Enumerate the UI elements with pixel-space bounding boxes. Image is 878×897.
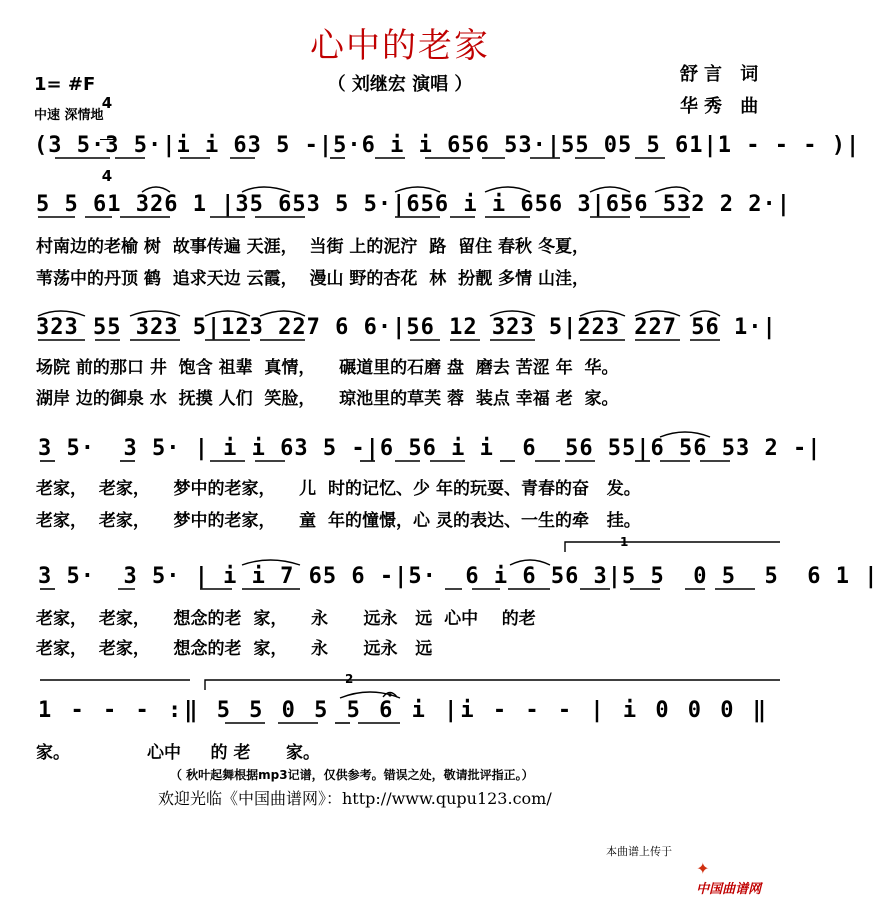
- singer-credit: （ 刘继宏 演唱 ）: [327, 74, 473, 95]
- lyric-line: 家。 心中 的 老 家。: [36, 743, 320, 763]
- notation-system-5: 3 5· 3 5· | i i 7 65 6 -|5· 6 i 6 56 3|5 5 0 5 5 6 1 |: [38, 564, 878, 589]
- lyric-line: 湖岸 边的御泉 水 抚摸 人们 笑脸， 琼池里的草芙 蓉 装点 幸福 老 家。: [36, 389, 619, 409]
- lyric-line: 苇荡中的丹顶 鹤 追求天边 云霞， 漫山 野的杏花 林 扮靓 多情 山洼，: [36, 269, 589, 289]
- brand-logo[interactable]: [686, 840, 761, 897]
- lyricist-credit: 舒言 词: [680, 64, 765, 85]
- tempo-marking: 中速 深情地: [34, 108, 104, 123]
- welcome-link[interactable]: 欢迎光临《中国曲谱网》：http://www.qupu123.com/: [158, 789, 552, 808]
- lyric-line: 老家， 老家， 想念的老 家， 永 远永 远 心中 的老: [36, 609, 536, 629]
- upload-note: 本曲谱上传于: [606, 845, 672, 858]
- key-signature: 1= #F: [34, 74, 96, 95]
- time-sig-bottom: 4: [101, 167, 113, 185]
- lyric-line: 场院 前的那口 井 饱含 祖辈 真情， 碾道里的石磨 盘 磨去 苦涩 年 华。: [36, 358, 619, 378]
- lyric-line: 老家， 老家， 梦中的老家， 儿 时的记忆、少 年的玩耍、青春的奋 发。: [36, 479, 641, 499]
- time-sig-top: 4: [101, 94, 113, 112]
- volta-second-number: 2: [345, 672, 354, 686]
- lyric-line: 村南边的老榆 树 故事传遍 天涯， 当街 上的泥泞 路 留住 春秋 冬夏，: [36, 237, 589, 257]
- song-title: 心中的老家: [310, 26, 490, 66]
- composer-credit: 华秀 曲: [680, 96, 765, 117]
- flame-icon: ✦: [696, 859, 710, 878]
- notation-system-1: (3 5·3 5·|i i 63 5 -|5·6 i i 656 53·|55 05 5 61|1 - - - )|: [34, 133, 861, 158]
- transcription-note: （ 秋叶起舞根据mp3记谱，仅供参考。错误之处，敬请批评指正。）: [170, 768, 534, 782]
- notation-system-2: 5 5 61 326 1 |35 653 5 5·|656 i i 656 3|656 532 2 2·|: [36, 192, 791, 217]
- notation-system-6: 1 - - - :‖ 5 5 0 5 5 6 i |i - - - | i 0 0 0 ‖: [38, 698, 770, 723]
- lyric-line: 老家， 老家， 梦中的老家， 童 年的憧憬，心 灵的表达、一生的牵 挂。: [36, 511, 641, 531]
- brand-name: 中国曲谱网: [696, 882, 762, 897]
- notation-system-4: 3 5· 3 5· | i i 63 5 -|6 56 i i 6 56 55|6 56 53 2 -|: [38, 436, 822, 461]
- lyric-line: 老家， 老家， 想念的老 家， 永 远永 远: [36, 639, 433, 659]
- volta-first-number: 1: [620, 535, 629, 549]
- notation-system-3: 323 55 323 5|123 227 6 6·|56 12 323 5|223 227 56 1·|: [36, 315, 777, 340]
- fermata-icon: [383, 693, 397, 698]
